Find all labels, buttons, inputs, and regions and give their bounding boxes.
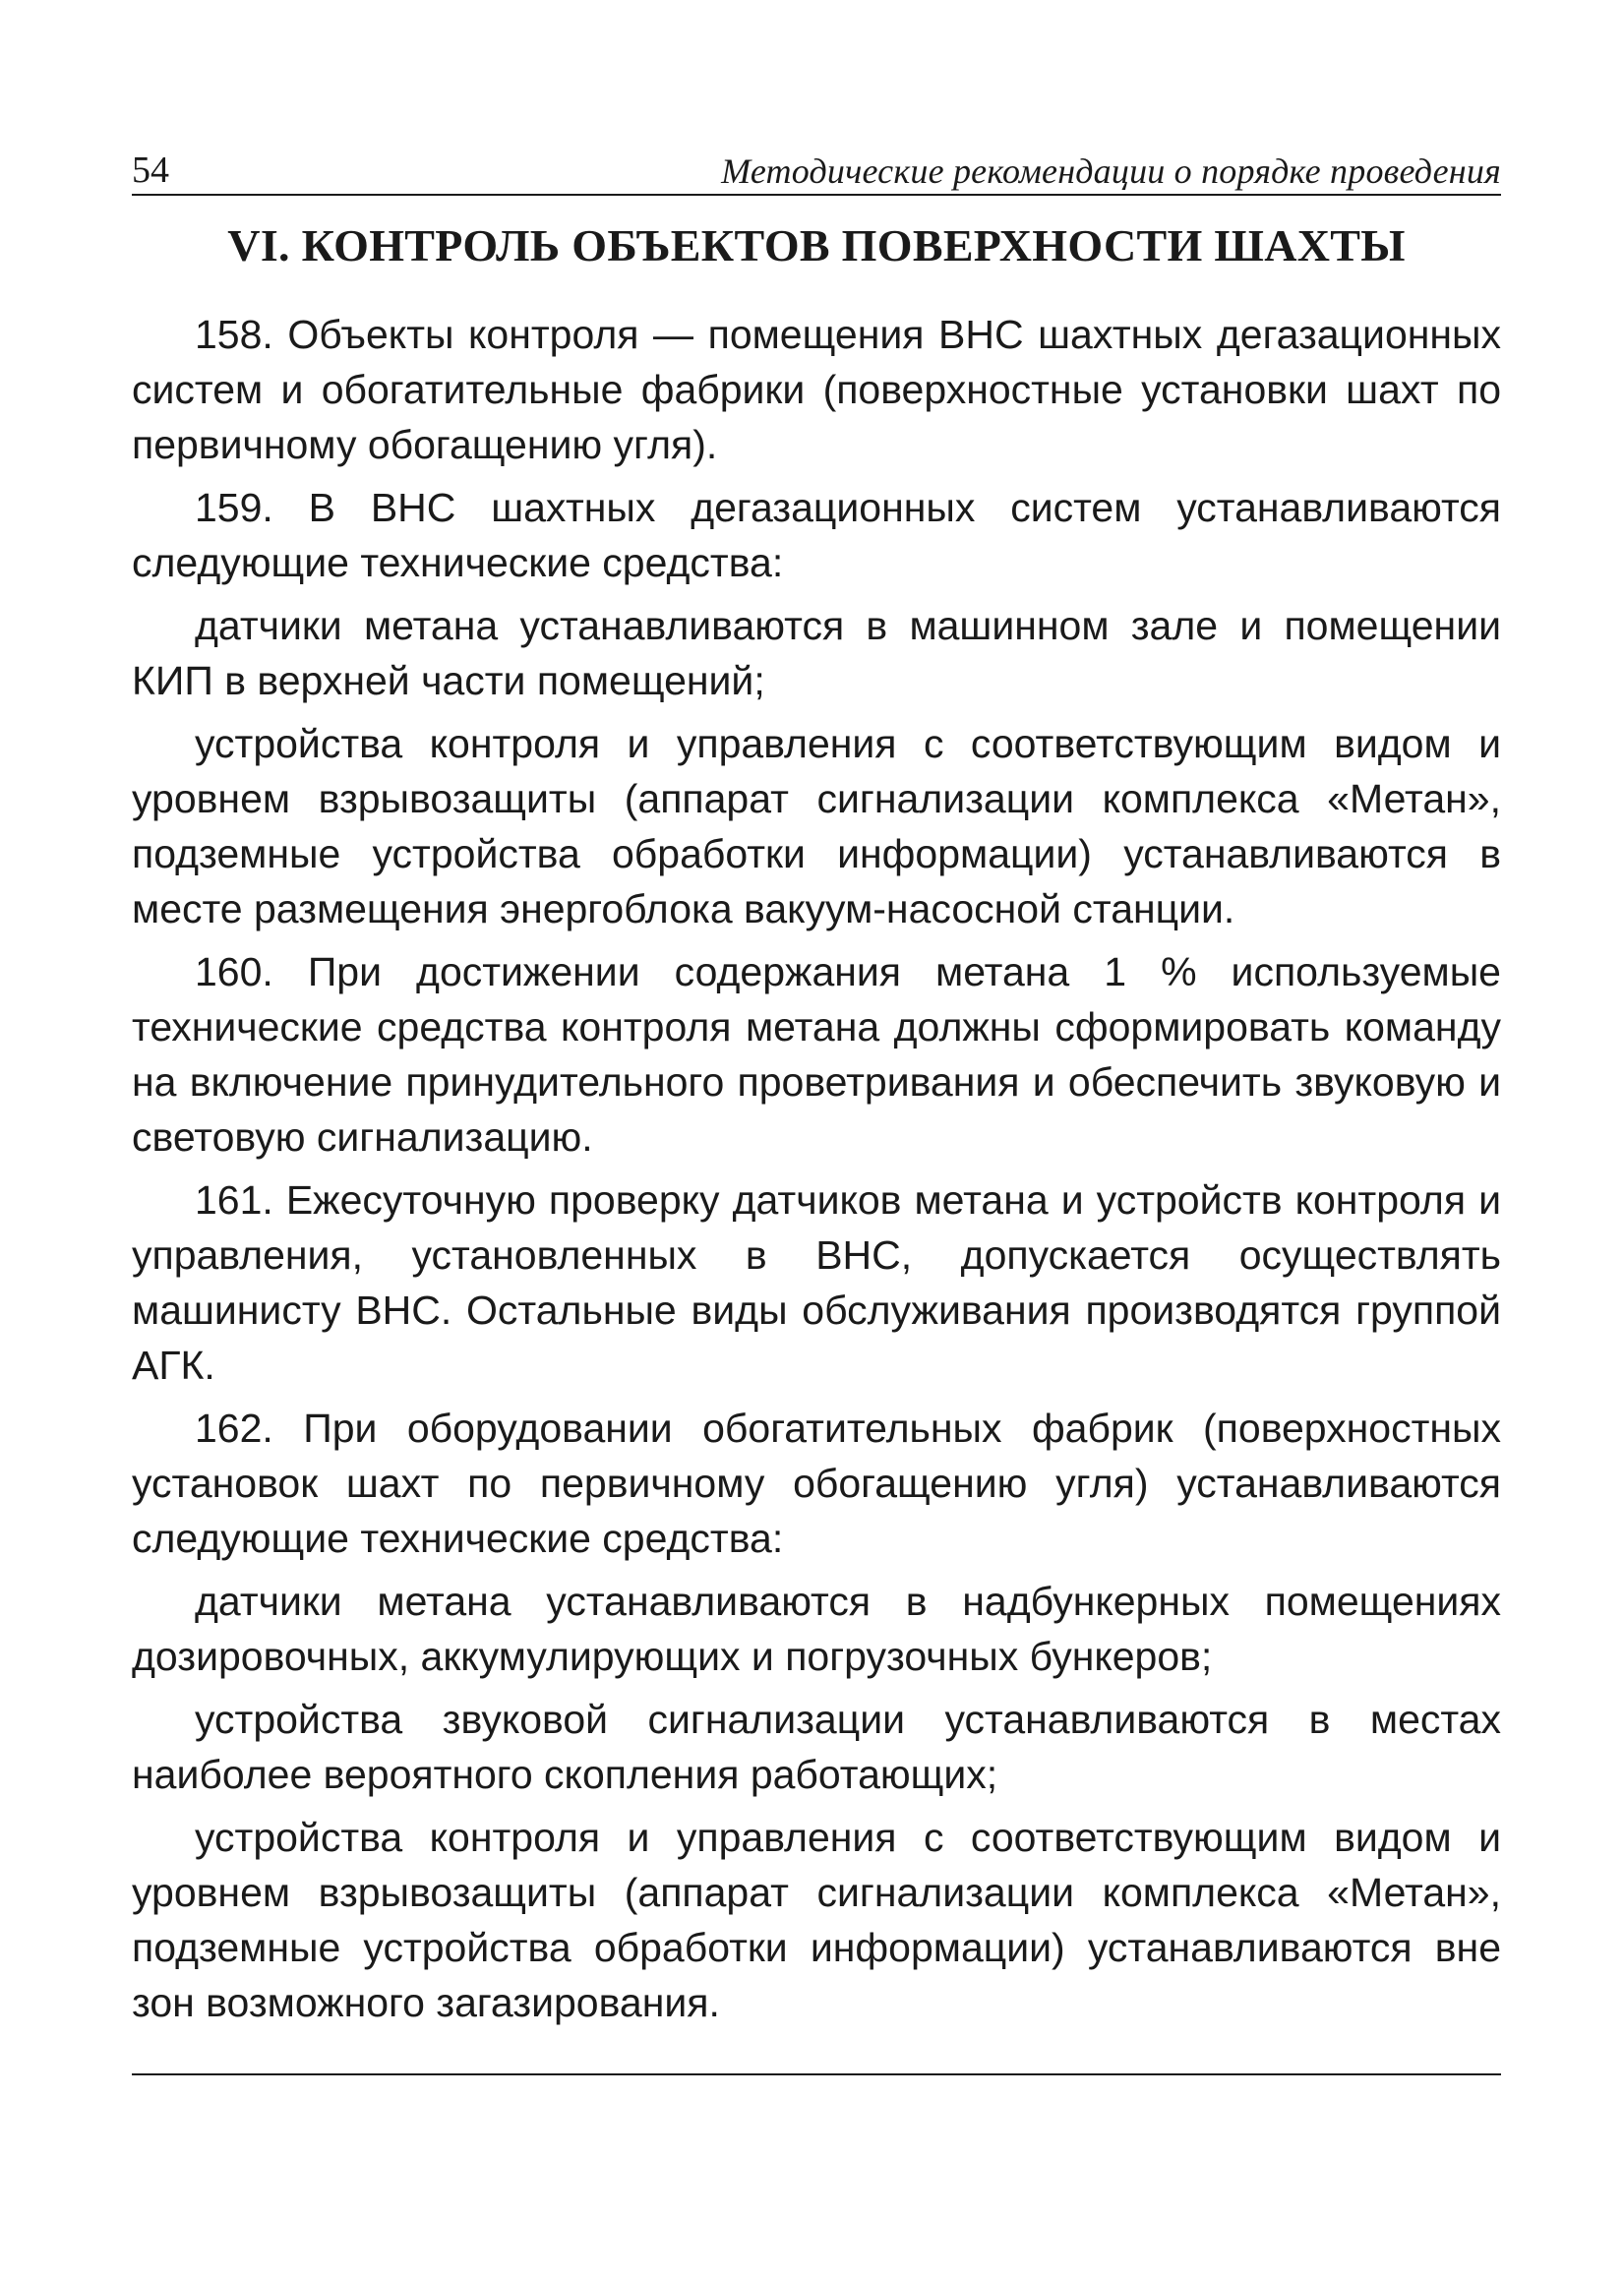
running-header xyxy=(132,138,1501,195)
page-number: 54 xyxy=(132,150,169,191)
body-text xyxy=(132,307,1501,2038)
paragraph-162: 162. При оборудовании обогатительных фабрик (поверхностных установок шахт по первичному обогащению угля) устанавливаются следующие технические средства: xyxy=(132,1406,1501,1561)
running-title: Методические рекомендации о порядке проведения xyxy=(721,151,1501,191)
paragraph-159-item-sensors: датчики метана устанавливаются в машинном зале и помещении КИП в верхней части помещений; xyxy=(132,603,1501,703)
paragraph-162-item-control-devices: устройства контроля и управления с соответствующим видом и уровнем взрывозащиты (аппарат сигнализации комплекса «Метан», подземные устройства обработки информации) устанавливаются вне зон возможного загазирования. xyxy=(132,1815,1501,2025)
paragraph-159-item-control-devices: устройства контроля и управления с соответствующим видом и уровнем взрывозащиты (аппарат сигнализации комплекса «Метан», подземные устройства обработки информации) устанавливаются в месте размещения энергоблока вакуум-насосной станции. xyxy=(132,721,1501,931)
paragraph-159: 159. В ВНС шахтных дегазационных систем устанавливаются следующие технические средства: xyxy=(132,485,1501,585)
footer-rule xyxy=(132,2073,1501,2075)
paragraph-161: 161. Ежесуточную проверку датчиков метана и устройств контроля и управления, установленных в ВНС, допускается осуществлять машинисту ВНС. Остальные виды обслуживания производятся группой АГК. xyxy=(132,1177,1501,1388)
paragraph-162-item-sound-alarm: устройства звуковой сигнализации устанавливаются в местах наиболее вероятного скопления работающих; xyxy=(132,1697,1501,1797)
paragraph-162-item-sensors: датчики метана устанавливаются в надбункерных помещениях дозировочных, аккумулирующих и погрузочных бункеров; xyxy=(132,1579,1501,1679)
paragraph-160: 160. При достижении содержания метана 1 % используемые технические средства контроля метана должны сформировать команду на включение принудительного проветривания и обеспечить звуковую и световую сигнализацию. xyxy=(132,949,1501,1160)
section-title: VI. КОНТРОЛЬ ОБЪЕКТОВ ПОВЕРХНОСТИ ШАХТЫ xyxy=(227,220,1406,270)
paragraph-158: 158. Объекты контроля — помещения ВНС шахтных дегазационных систем и обогатительные фабрики (поверхностные установки шахт по первичному обогащению угля). xyxy=(132,312,1501,467)
header-rule xyxy=(132,194,1501,196)
